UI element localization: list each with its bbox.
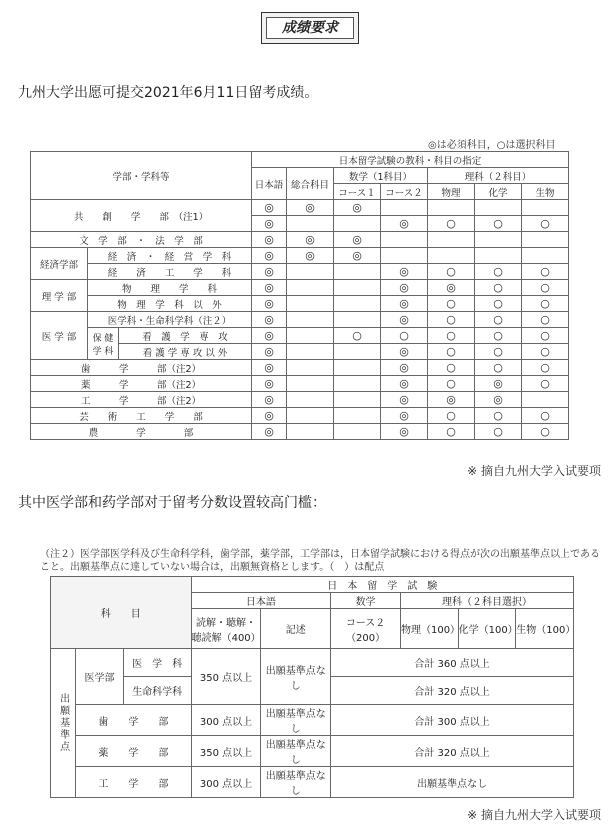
mark-must: ◎ — [252, 264, 287, 280]
source-note-1: ※ 摘自九州大学入试要项 — [467, 464, 601, 478]
mark-opt: ○ — [475, 408, 522, 424]
mark-opt: ○ — [428, 328, 475, 344]
row-yaku: 薬 学 部（注2） — [31, 376, 252, 392]
mark-must: ◎ — [252, 248, 287, 264]
mark-must: ◎ — [287, 232, 334, 248]
row-igaku: 医 学 部 — [31, 312, 88, 360]
mark-must: ◎ — [381, 312, 428, 328]
mark-must: ◎ — [428, 392, 475, 408]
science-header: 理科（２科目） — [428, 168, 569, 184]
row-igaku3: 看 護 学 専 攻 以 外 — [119, 344, 252, 360]
mark-opt: ○ — [381, 328, 428, 344]
source-note-2: ※ 摘自九州大学入试要项 — [467, 808, 601, 822]
mark-must: ◎ — [252, 344, 287, 360]
row-igaku2: 生命科学科 — [123, 677, 191, 705]
mark-opt: ○ — [475, 280, 522, 296]
mark-must: ◎ — [381, 424, 428, 440]
mark-opt: ○ — [475, 296, 522, 312]
table2-note: （注２）医学部医学科及び生命科学科，歯学部，薬学部，工学部は，日本留学試験における得点が次の出願基準点以上であること。出願基準点に達していない場合は，出願無資格とします。（ ）は配点 — [40, 549, 600, 573]
math-header: 数学（1科目） — [334, 168, 428, 184]
mark-must: ◎ — [252, 408, 287, 424]
math-header: 数学 — [331, 593, 401, 609]
row-kyoso: 共 創 学 部 （注1） — [31, 200, 252, 232]
chemistry-header: 化学（100） — [458, 609, 516, 649]
paragraph-2: 其中医学部和药学部对于留考分数设置较高门槛： — [18, 495, 326, 511]
table1-legend: ◎は必須科目，○は選択科目 — [428, 140, 556, 151]
subject-header: 科 目 — [51, 577, 192, 649]
mark-opt: ○ — [475, 216, 522, 232]
mark-opt: ○ — [522, 296, 569, 312]
mark-opt: ○ — [522, 376, 569, 392]
row-keizai2: 経 済 工 学 科 — [88, 264, 252, 280]
mark-opt: ○ — [475, 424, 522, 440]
mark-must: ◎ — [381, 216, 428, 232]
mark-must: ◎ — [334, 232, 381, 248]
mark-must: ◎ — [334, 200, 381, 216]
mark-opt: ○ — [475, 312, 522, 328]
row-igaku1: 医学科・生命科学科（注２） — [88, 312, 252, 328]
mark-must: ◎ — [381, 296, 428, 312]
mark-must: ◎ — [475, 376, 522, 392]
mark-must: ◎ — [252, 312, 287, 328]
row-hoken: 保 健 学 科 — [88, 328, 119, 360]
mark-must: ◎ — [381, 360, 428, 376]
japanese-header: 日本語 — [252, 168, 287, 200]
yaku-reading: 350 点以上 — [191, 736, 261, 767]
ko-total: 出願基準点なし — [331, 767, 574, 798]
yaku-writing: 出願基準点なし — [261, 736, 331, 767]
score-table — [50, 576, 574, 798]
course1-header: コース１ — [334, 184, 381, 200]
igaku-writing: 出願基準点なし — [261, 649, 331, 705]
mark-must: ◎ — [287, 248, 334, 264]
mark-must: ◎ — [252, 216, 287, 232]
general-header: 総合科目 — [287, 168, 334, 200]
mark-must: ◎ — [381, 376, 428, 392]
mark-opt: ○ — [475, 360, 522, 376]
mark-must: ◎ — [428, 280, 475, 296]
page-title: 成绩要求 — [266, 17, 354, 39]
intro-text: 九州大学出愿可提交2021年6月11日留考成绩。 — [18, 85, 319, 101]
mark-must: ◎ — [381, 408, 428, 424]
ko-reading: 300 点以上 — [191, 767, 261, 798]
science-header: 理科（２科目選択） — [400, 593, 573, 609]
mark-must: ◎ — [287, 200, 334, 216]
biology-header: 生物（100） — [516, 609, 574, 649]
mark-opt: ○ — [522, 280, 569, 296]
row-yaku: 薬 学 部 — [76, 736, 191, 767]
mark-opt: ○ — [428, 360, 475, 376]
course2-header: コース２（200） — [331, 609, 401, 649]
row-igaku: 医学部 — [76, 649, 124, 705]
row-rigaku1: 物 理 学 科 — [88, 280, 252, 296]
mark-opt: ○ — [475, 344, 522, 360]
mark-opt: ○ — [428, 376, 475, 392]
row-ko: 工 学 部 — [76, 767, 191, 798]
mark-must: ◎ — [252, 392, 287, 408]
mark-must: ◎ — [381, 280, 428, 296]
mark-must: ◎ — [252, 424, 287, 440]
biology-header: 生物 — [522, 184, 569, 200]
shi-total: 合計 300 点以上 — [331, 705, 574, 736]
mark-opt: ○ — [428, 344, 475, 360]
igaku2-total: 合計 320 点以上 — [331, 677, 574, 705]
shi-reading: 300 点以上 — [191, 705, 261, 736]
subject-table — [30, 151, 569, 440]
igaku1-total: 合計 360 点以上 — [331, 649, 574, 677]
mark-must: ◎ — [381, 392, 428, 408]
exam-group-header: 日 本 留 学 試 験 — [191, 577, 573, 593]
mark-must: ◎ — [252, 296, 287, 312]
course2-header: コース２ — [381, 184, 428, 200]
mark-opt: ○ — [522, 216, 569, 232]
row-rigaku2: 物 理 学 科 以 外 — [88, 296, 252, 312]
row-no: 農 学 部 — [31, 424, 252, 440]
mark-opt: ○ — [522, 264, 569, 280]
mark-must: ◎ — [252, 232, 287, 248]
japanese-header: 日本語 — [191, 593, 331, 609]
physics-header: 物理（100） — [400, 609, 458, 649]
mark-must: ◎ — [252, 376, 287, 392]
chemistry-header: 化学 — [475, 184, 522, 200]
mark-opt: ○ — [334, 328, 381, 344]
mark-must: ◎ — [252, 200, 287, 216]
mark-opt: ○ — [522, 360, 569, 376]
mark-opt: ○ — [522, 312, 569, 328]
reading-header: 読解・聴解・聴読解（400） — [191, 609, 261, 649]
mark-opt: ○ — [428, 264, 475, 280]
row-keizai1: 経 済 ・ 経 営 学 科 — [88, 248, 252, 264]
mark-opt: ○ — [475, 328, 522, 344]
mark-opt: ○ — [522, 424, 569, 440]
base-score-label: 出願基準点 — [51, 649, 76, 798]
faculty-header: 学部・学科等 — [31, 152, 252, 200]
row-shi: 歯 学 部 — [76, 705, 191, 736]
ko-writing: 出願基準点なし — [261, 767, 331, 798]
mark-must: ◎ — [381, 344, 428, 360]
physics-header: 物理 — [428, 184, 475, 200]
writing-header: 記述 — [261, 609, 331, 649]
mark-must: ◎ — [252, 360, 287, 376]
title-box — [261, 12, 359, 44]
yaku-total: 合計 320 点以上 — [331, 736, 574, 767]
mark-opt: ○ — [522, 408, 569, 424]
row-rigaku: 理 学 部 — [31, 280, 88, 312]
mark-opt: ○ — [428, 312, 475, 328]
row-ko: 工 学 部（注2） — [31, 392, 252, 408]
mark-opt: ○ — [428, 424, 475, 440]
row-geijutsu: 芸 術 工 学 部 — [31, 408, 252, 424]
mark-opt: ○ — [428, 216, 475, 232]
row-shi: 歯 学 部（注2） — [31, 360, 252, 376]
row-keizai: 経済学部 — [31, 248, 88, 280]
mark-opt: ○ — [475, 264, 522, 280]
row-igaku1: 医 学 科 — [123, 649, 191, 677]
mark-opt: ○ — [522, 328, 569, 344]
row-igaku2: 看 護 学 専 攻 — [119, 328, 252, 344]
igaku-reading: 350 点以上 — [191, 649, 261, 705]
mark-must: ◎ — [252, 328, 287, 344]
mark-must: ◎ — [252, 280, 287, 296]
subject-group-header: 日本留学試験の教科・科目の指定 — [252, 152, 569, 168]
mark-opt: ○ — [428, 408, 475, 424]
mark-opt: ○ — [428, 296, 475, 312]
mark-must: ◎ — [475, 392, 522, 408]
shi-writing: 出願基準点なし — [261, 705, 331, 736]
mark-opt: ○ — [522, 344, 569, 360]
mark-must: ◎ — [334, 248, 381, 264]
mark-must: ◎ — [381, 264, 428, 280]
row-bun: 文 学 部 ・ 法 学 部 — [31, 232, 252, 248]
